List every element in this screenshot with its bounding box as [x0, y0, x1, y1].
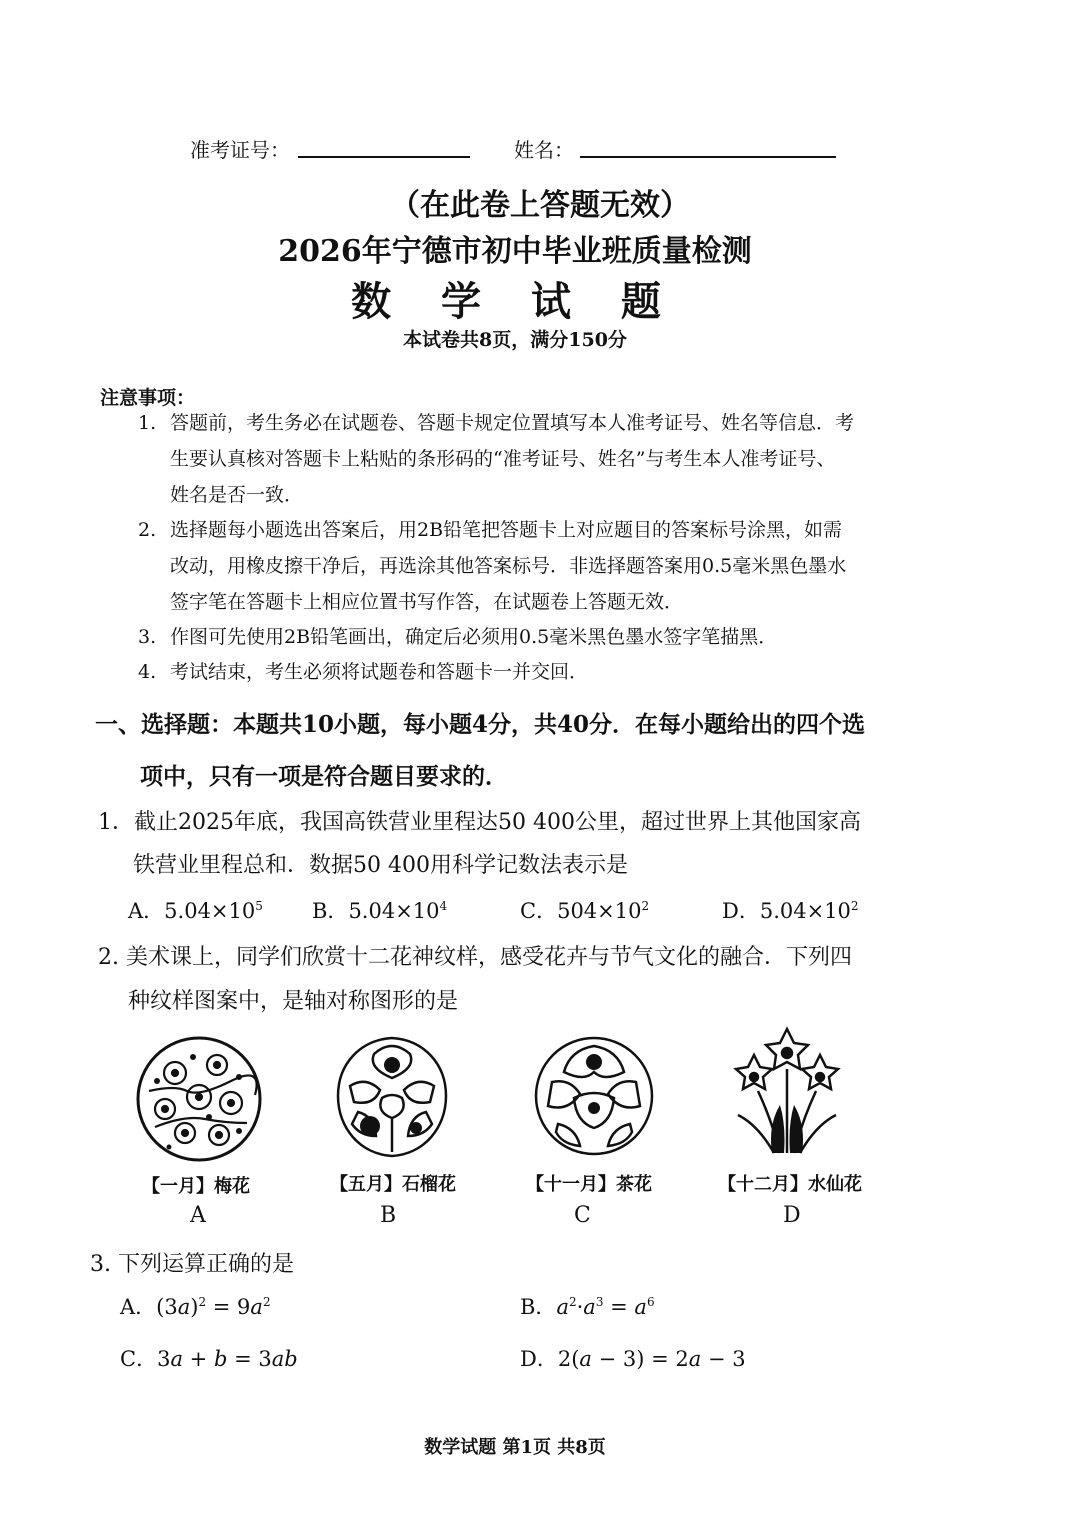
- option-letter: A．: [120, 1295, 157, 1319]
- notice-number: 2.: [138, 519, 157, 541]
- math-var: a: [177, 1295, 191, 1319]
- option-exponent: 4: [439, 899, 448, 913]
- name-blank: [580, 156, 836, 158]
- exam-number-label: 准考证号：: [190, 138, 290, 162]
- camellia-pattern-image: [530, 1032, 658, 1160]
- option-value: 5.04×10: [164, 899, 256, 923]
- notice-line: 考试结束，考生必须将试题卷和答题卡一并交回．: [170, 661, 589, 683]
- math-text: − 3: [701, 1347, 746, 1371]
- q1-option-d: [722, 895, 859, 925]
- option-letter: D．: [722, 899, 760, 923]
- notice-item-1: [138, 405, 156, 441]
- notice-item-3: [138, 619, 156, 655]
- notice-item-3-text: [170, 619, 777, 655]
- math-text: 2(: [557, 1347, 580, 1371]
- invalid-note: （在此卷上答题无效）: [390, 188, 690, 223]
- option-d-caption: 【十二月】水仙花: [718, 1174, 862, 1195]
- option-letter: C．: [120, 1347, 158, 1371]
- subject-title: 数 学 试 题: [351, 278, 679, 325]
- option-letter: B．: [312, 899, 349, 923]
- math-text: (3: [156, 1295, 178, 1319]
- option-a-label: A: [190, 1203, 206, 1228]
- plum-blossom-pattern-image: [135, 1035, 263, 1163]
- option-exponent: 5: [255, 899, 263, 913]
- math-var: a: [583, 1295, 596, 1319]
- option-c-caption: 【十一月】茶花: [526, 1174, 652, 1195]
- q3-option-c: [120, 1343, 298, 1373]
- math-text: 3: [157, 1347, 171, 1371]
- notice-item-1-text: [170, 405, 854, 513]
- section-heading-cont: 项中，只有一项是符合题目要求的．: [140, 763, 508, 790]
- math-text: =: [603, 1295, 635, 1319]
- option-letter: D．: [520, 1347, 558, 1371]
- question-3-stem: 3. 下列运算正确的是: [90, 1252, 294, 1277]
- notice-line: 答题前，考生务必在试题卷、答题卡规定位置填写本人准考证号、姓名等信息．考: [170, 412, 855, 434]
- math-var: b: [213, 1347, 228, 1371]
- math-text: − 3) = 2: [591, 1347, 689, 1371]
- option-value: 5.04×10: [759, 899, 851, 923]
- option-exponent: 2: [850, 899, 859, 913]
- notice-number: 1.: [138, 412, 157, 434]
- notice-line: 作图可先使用2B铅笔画出，确定后必须用0.5毫米黑色墨水签字笔描黑．: [170, 626, 778, 648]
- q3-option-d: [520, 1343, 746, 1373]
- page-footer: 数学试题 第1页 共8页: [424, 1437, 606, 1458]
- notice-line: 选择题每小题选出答案后，用2B铅笔把答题卡上对应题目的答案标号涂黑，如需: [170, 519, 843, 541]
- narcissus-pattern-image: [728, 1025, 846, 1157]
- notice-number: 3.: [138, 626, 157, 648]
- notice-item-4: [138, 654, 156, 690]
- question-1-stem-cont: 铁营业里程总和．数据50 400用科学记数法表示是: [133, 853, 628, 878]
- math-var: a: [634, 1295, 647, 1319]
- option-b-label: B: [380, 1203, 397, 1228]
- pomegranate-blossom-pattern-image: [330, 1032, 454, 1162]
- math-var: a: [579, 1347, 592, 1371]
- q1-option-b: [312, 895, 447, 925]
- math-exponent: 2: [262, 1295, 271, 1309]
- notice-line: 生要认真核对答题卡上粘贴的条形码的“准考证号、姓名”与考生本人准考证号、: [170, 448, 836, 470]
- option-d-label: D: [783, 1203, 801, 1228]
- question-1-stem: 1．截止2025年底，我国高铁营业里程达50 400公里，超过世界上其他国家高: [98, 810, 861, 835]
- notice-number: 4.: [138, 661, 157, 683]
- section-heading: 一、选择题：本题共10小题，每小题4分，共40分．在每小题给出的四个选: [95, 711, 866, 738]
- option-value: 504×10: [557, 899, 642, 923]
- math-text: +: [182, 1347, 214, 1371]
- notice-item-4-text: [170, 654, 588, 690]
- q3-option-a: [120, 1291, 271, 1321]
- notice-line: 姓名是否一致．: [170, 484, 304, 506]
- option-b-caption: 【五月】石榴花: [330, 1174, 456, 1195]
- math-var: a: [688, 1347, 702, 1371]
- math-exponent: 2: [198, 1295, 207, 1309]
- notice-line: 签字笔在答题卡上相应位置书写作答，在试题卷上答题无效．: [170, 591, 684, 613]
- option-letter: B．: [520, 1295, 557, 1319]
- math-var: a: [250, 1295, 263, 1319]
- math-text: ·: [576, 1295, 584, 1319]
- q1-option-a: [128, 895, 263, 925]
- notice-item-2-text: [170, 512, 846, 620]
- math-text: = 3: [227, 1347, 272, 1371]
- name-label: 姓名：: [514, 138, 574, 162]
- option-value: 5.04×10: [348, 899, 440, 923]
- math-var: a: [556, 1295, 569, 1319]
- notice-line: 改动，用橡皮擦干净后，再选涂其他答案标号．非选择题答案用0.5毫米黑色墨水: [170, 555, 847, 577]
- option-letter: C．: [520, 899, 558, 923]
- math-exponent: 6: [646, 1295, 655, 1309]
- option-a-caption: 【一月】梅花: [142, 1176, 250, 1197]
- option-letter: A．: [128, 899, 165, 923]
- notice-item-2: [138, 512, 156, 548]
- math-var: a: [170, 1347, 183, 1371]
- math-var: ab: [271, 1347, 298, 1371]
- exam-title: 2026年宁德市初中毕业班质量检测: [278, 234, 752, 269]
- question-2-stem-cont: 种纹样图案中，是轴对称图形的是: [128, 989, 459, 1014]
- option-exponent: 2: [641, 899, 650, 913]
- notice-title: 注意事项：: [100, 387, 196, 409]
- exam-number-blank: [298, 156, 470, 158]
- math-text: = 9: [206, 1295, 251, 1319]
- q3-option-b: [520, 1291, 655, 1321]
- math-exponent: 2: [568, 1295, 577, 1309]
- math-exponent: 3: [595, 1295, 604, 1309]
- question-2-stem: 2. 美术课上，同学们欣赏十二花神纹样，感受花卉与节气文化的融合．下列四: [98, 945, 852, 970]
- option-c-label: C: [574, 1203, 591, 1228]
- q1-option-c: [520, 895, 649, 925]
- math-text: ): [190, 1295, 199, 1319]
- exam-meta: 本试卷共8页，满分150分: [403, 329, 627, 351]
